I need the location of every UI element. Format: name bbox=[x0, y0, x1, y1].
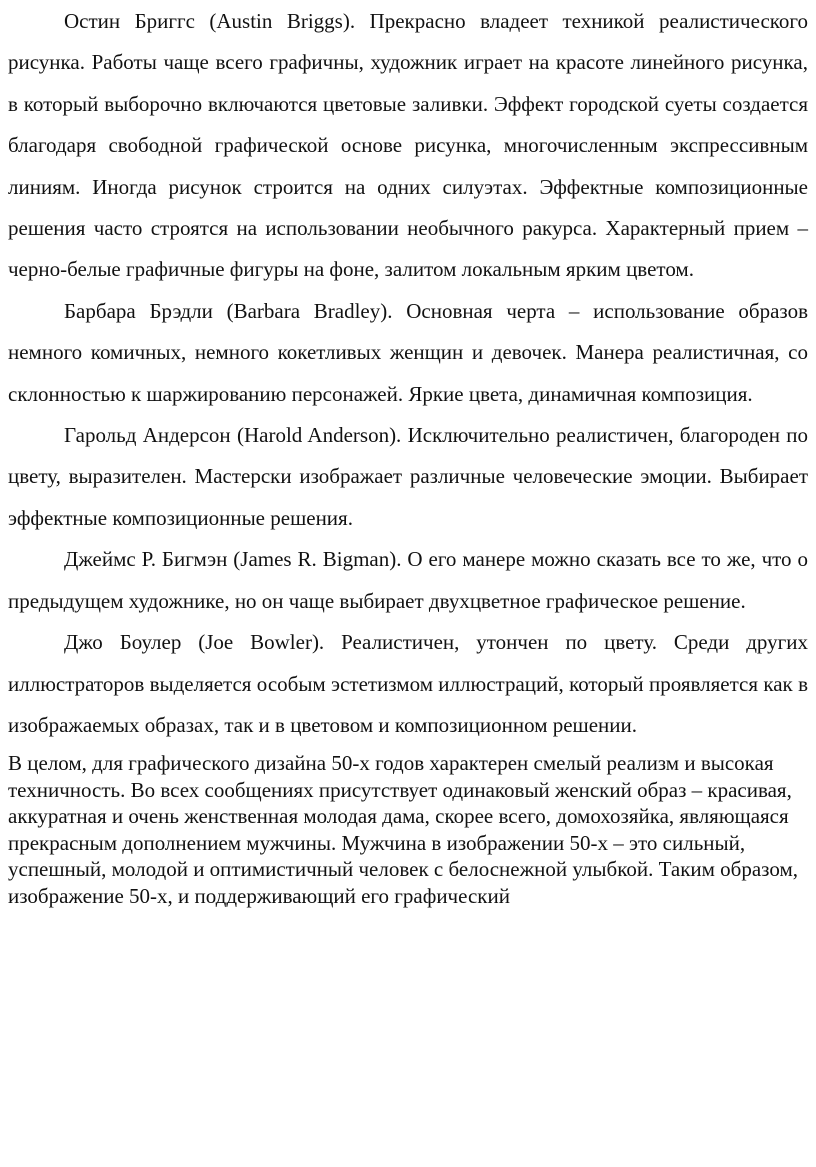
paragraph-austin-briggs: Остин Бриггс (Austin Briggs). Прекрасно владеет техникой реалистического рисунка. Работы чаще всего графичны, художник играет на красоте линейного рисунка, в который выборочно включаются цветовые заливки. Эффект городской суеты создается благодаря свободной графической основе рисунка, многочисленным экспрессивным линиям. Иногда рисунок строится на одних силуэтах. Эффектные композиционные решения часто строятся на использовании необычного ракурса. Характерный прием – черно-белые графичные фигуры на фоне, залитом локальным ярким цветом. bbox=[8, 9, 808, 282]
paragraph-harold-anderson: Гарольд Андерсон (Harold Anderson). Исключительно реалистичен, благороден по цвету, выразителен. Мастерски изображает различные человеческие эмоции. Выбирает эффектные композиционные решения. bbox=[8, 423, 808, 530]
summary-paragraph: В целом, для графического дизайна 50-х годов характерен смелый реализм и высокая техничность. Во всех сообщениях присутствует одинаковый женский образ – красивая, аккуратная и очень женственная молодая дама, скорее всего, домохозяйка, являющаяся прекрасным дополнением мужчины. Мужчина в изображении 50-х – это сильный, успешный, молодой и оптимистичный человек с белоснежной улыбкой. Таким образом, изображение 50-х, и поддерживающий его графический bbox=[8, 751, 798, 908]
paragraph-james-bigman: Джеймс Р. Бигмэн (James R. Bigman). О его манере можно сказать все то же, что о предыдущем художнике, но он чаще выбирает двухцветное графическое решение. bbox=[8, 547, 808, 613]
document-page bbox=[8, 0, 808, 909]
paragraph-joe-bowler: Джо Боулер (Joe Bowler). Реалистичен, утончен по цвету. Среди других иллюстраторов выделяется особым эстетизмом иллюстраций, который проявляется как в изображаемых образах, так и в цветовом и композиционном решении. bbox=[8, 630, 808, 737]
paragraph-barbara-bradley: Барбара Брэдли (Barbara Bradley). Основная черта – использование образов немного комичных, немного кокетливых женщин и девочек. Манера реалистичная, со склонностью к шаржированию персонажей. Яркие цвета, динамичная композиция. bbox=[8, 298, 808, 406]
